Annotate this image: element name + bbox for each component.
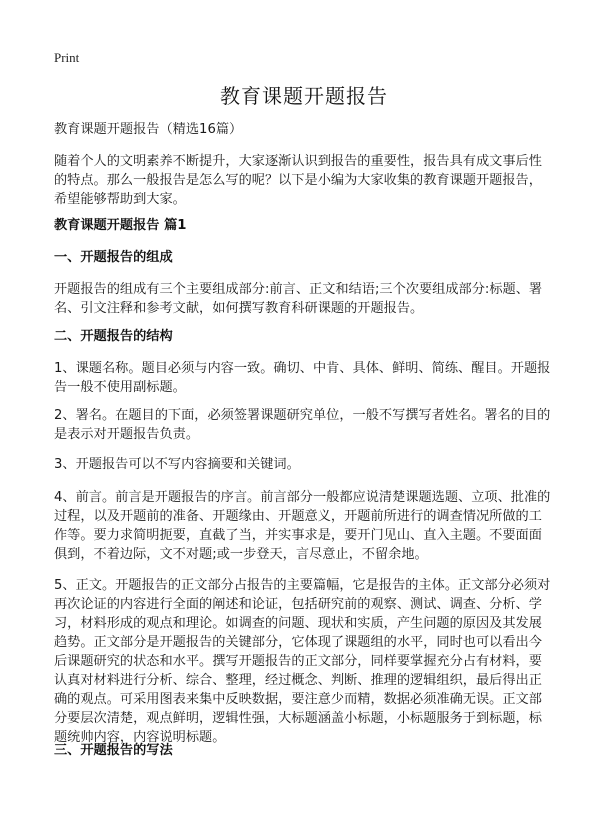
document-subtitle: 教育课题开题报告（精选16篇） (54, 122, 243, 137)
section-heading-2: 二、开题报告的结构 (54, 329, 173, 344)
section-2-paragraph-4: 4、前言。前言是开题报告的序言。前言部分一般都应说清楚课题选题、立项、批准的过程，以及开题前的准备、开题缘由、开题意义，开题前所进行的调查情况所做的工作等。要力求简明扼要，直截了当，并实事求是，要开门见山、直入主题。不要面面俱到，不着边际，文不对题;或一步登天，言尽意止，不留余地。 (54, 490, 551, 562)
intro-paragraph: 随着个人的文明素养不断提升，大家逐渐认识到报告的重要性，报告具有成文事后性的特点。那么一般报告是怎么写的呢？以下是小编为大家收集的教育课题开题报告，希望能够帮助到大家。 (54, 154, 542, 207)
section-heading-1: 一、开题报告的组成 (54, 250, 173, 265)
section-2-paragraph-3: 3、开题报告可以不写内容摘要和关键词。 (54, 457, 300, 472)
section-1-paragraph-1: 开题报告的组成有三个主要组成部分:前言、正文和结语;三个次要组成部分:标题、署名、引文注释和参考文献，如何撰写教育科研课题的开题报告。 (54, 282, 543, 316)
section-2-paragraph-2: 2、署名。在题目的下面，必须签署课题研究单位，一般不写撰写者姓名。署名的目的是表示对开题报告负责。 (54, 408, 551, 442)
section-2-paragraph-1: 1、课题名称。题目必须与内容一致。确切、中肯、具体、鲜明、简练、醒目。开题报告一般不使用副标题。 (54, 361, 551, 395)
part-heading: 教育课题开题报告 篇1 (54, 218, 187, 233)
section-2-paragraph-5: 5、正文。开题报告的正文部分占报告的主要篇幅，它是报告的主体。正文部分必须对再次论证的内容进行全面的阐述和论证，包括研究前的观察、测试、调查、分析、学习，材料形成的观点和理论。如调查的问题、现状和实质，产生问题的原因及其发展趋势。正文部分是开题报告的关键部分，它体现了课题组的水平，同时也可以看出今后课题研究的状态和水平。撰写开题报告的正文部分，同样要掌握充分占有材料，要认真对材料进行分析、综合、整理，经过概念、判断、推理的逻辑组织，最后得出正确的观点。可采用图表来集中反映数据，要注意少而精，数据必须准确无误。正文部分要层次清楚，观点鲜明，逻辑性强，大标题涵盖小标题，小标题服务于到标题，标题统帅内容，内容说明标题。 (54, 578, 551, 745)
section-heading-3: 三、开题报告的写法 (54, 743, 173, 758)
print-label[interactable]: Print (54, 50, 80, 65)
page-title: 教育课题开题报告 (220, 84, 388, 108)
